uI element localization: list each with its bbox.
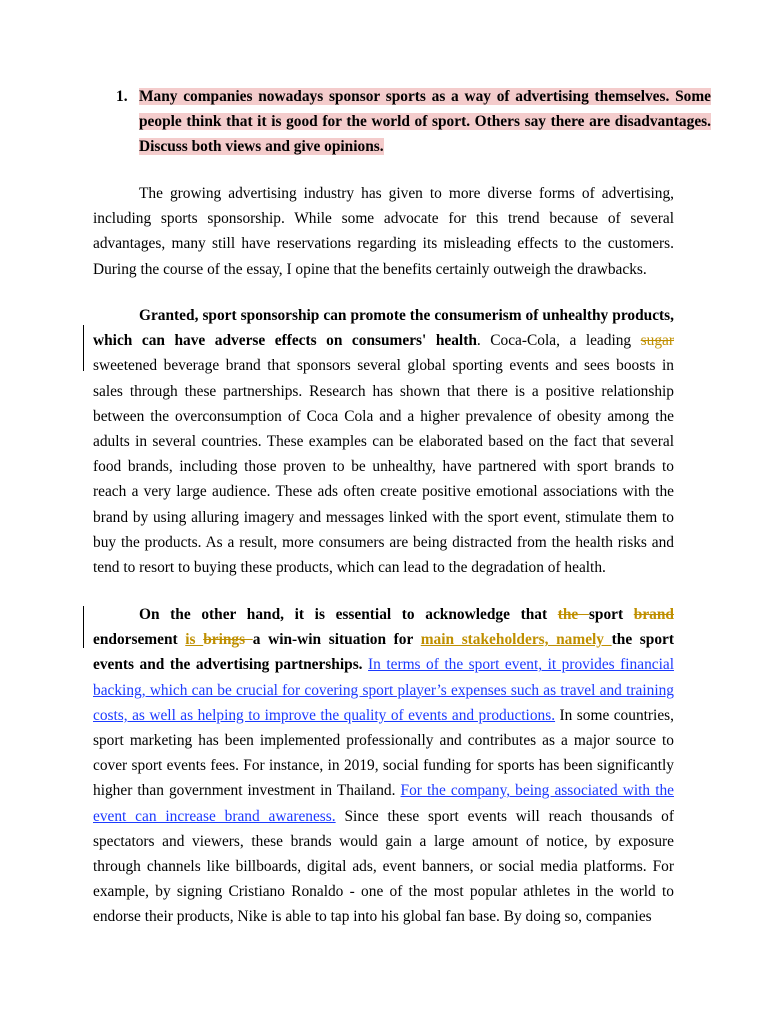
inserted-text[interactable]: is [185, 631, 204, 649]
change-bar [83, 606, 84, 648]
topic-sentence: Granted, sport sponsorship can promote the consumerism of unhealthy products, which can have adverse effects on consumers' health [93, 307, 674, 350]
inserted-text[interactable]: main stakeholders, namely [420, 631, 612, 649]
body-paragraph-1 [93, 303, 674, 580]
deleted-text[interactable]: sugar [640, 332, 674, 350]
question-text [139, 84, 711, 160]
topic-sentence-part: a win-win situation for [252, 631, 421, 649]
question-number: 1. [116, 88, 128, 105]
intro-paragraph: The growing advertising industry has given to more diverse forms of advertising, including sports sponsorship. While some advocate for this trend because of several advantages, many still have reservations regarding its misleading effects to the customers. During the course of the essay, I opine that the benefits certainly outweigh the drawbacks. [93, 185, 674, 278]
topic-sentence-part: On the other hand, it is essential to acknowledge that [139, 606, 558, 623]
deleted-text[interactable]: brings [203, 631, 253, 649]
change-bar [83, 325, 84, 371]
topic-sentence-part: sport [588, 606, 634, 623]
hyperlink[interactable]: For the company, being associated with the event can increase brand awareness. [93, 782, 674, 825]
hyperlink[interactable]: In terms of the sport event, it provides financial backing, which can be crucial for covering sport player’s expenses such as travel and training costs, as well as helping to improve the quality of events and productions. [93, 656, 674, 724]
deleted-text[interactable]: brand [633, 606, 674, 623]
topic-sentence-part: the sport events and the advertising partnerships. [93, 631, 674, 674]
body-paragraph-2 [93, 602, 674, 930]
paragraph-text: sweetened beverage brand that sponsors several global sporting events and sees boosts in sales through these partnerships. Research has shown that there is a positive relationship between the overconsumption of Coca Cola and a higher prevalence of obesity among the adults in several countries. These examples can be elaborated based on the fact that several food brands, including those proven to be unhealthy, have partnered with sport brands to reach a very large audience. These ads often create positive emotional associations with the brand by using alluring imagery and messages linked with the sport event, stimulate them to buy the products. As a result, more consumers are being distracted from the health risks and tend to resort to buying these products, which can lead to the degradation of health. [93, 357, 674, 577]
topic-sentence-part: endorsement [93, 631, 186, 649]
paragraph-text: Since these sport events will reach thousands of spectators and viewers, these brands would gain a large amount of notice, by exposure through channels like billboards, digital ads, event banners, or social media platforms. For example, by signing Cristiano Ronaldo - one of the most popular athletes in the world to endorse their products, Nike is able to tap into his global fan base. By doing so, companies [93, 807, 674, 926]
paragraph-text: . Coca-Cola, a leading [476, 332, 641, 350]
paragraph-text: In some countries, sport marketing has been implemented professionally and contributes as a major source to cover sport events fees. For instance, in 2019, social funding for sports has been significantly higher than government investment in Thailand. [93, 706, 674, 800]
question-highlight: Many companies nowadays sponsor sports as a way of advertising themselves. Some people think that it is good for the world of sport. Others say there are disadvantages. Discuss both views and give opinions. [139, 88, 711, 156]
deleted-text[interactable]: the [557, 606, 589, 623]
